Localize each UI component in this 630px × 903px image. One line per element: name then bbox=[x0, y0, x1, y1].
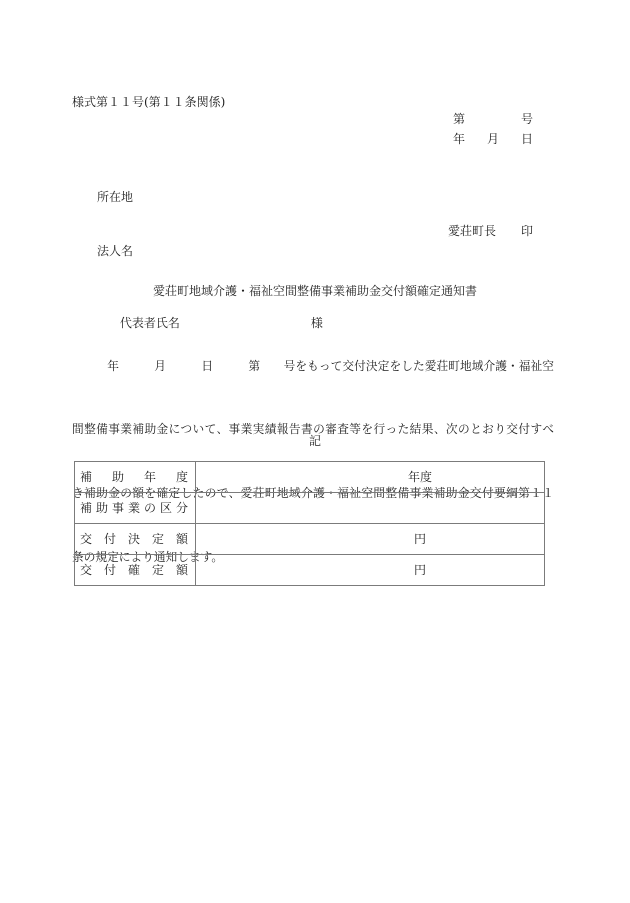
issuer-name: 愛荘町長 bbox=[448, 224, 497, 238]
recipient-address-label: 所在地 bbox=[97, 190, 134, 204]
issuer-seal-mark: 印 bbox=[520, 224, 533, 238]
table-row bbox=[75, 462, 545, 493]
table-row bbox=[75, 524, 545, 555]
issuer-line bbox=[448, 224, 533, 238]
date-line bbox=[453, 132, 533, 146]
row-value-decided-amount: 円 bbox=[196, 524, 545, 555]
notice-table bbox=[74, 461, 545, 586]
recipient-representative-label: 代表者氏名 bbox=[119, 316, 180, 330]
form-number: 様式第１１号(第１１条関係) bbox=[72, 95, 226, 109]
body-line: き補助金の額を確定したので、愛荘町地域介護・福祉空間整備事業補助金交付要綱第１１ bbox=[72, 486, 554, 501]
row-value-project-category bbox=[196, 493, 545, 524]
table-row bbox=[75, 493, 545, 524]
doc-number-prefix: 第 bbox=[453, 112, 466, 126]
date-year-label: 年 bbox=[453, 132, 466, 146]
doc-number-line bbox=[453, 112, 533, 126]
row-label-project-category: 補助事業の区分 bbox=[75, 493, 196, 524]
recipient-honorific: 様 bbox=[310, 316, 323, 330]
body-line: 条の規定により通知します。 bbox=[72, 550, 224, 565]
table-row bbox=[75, 555, 545, 586]
body-line: 年 月 日 第 号をもって交付決定をした愛荘町地域介護・福祉空 bbox=[72, 358, 554, 373]
doc-number-suffix: 号 bbox=[520, 112, 533, 126]
document-title: 愛荘町地域介護・福祉空間整備事業補助金交付額確定通知書 bbox=[152, 284, 477, 298]
row-label-decided-amount: 交付決定額 bbox=[75, 524, 196, 555]
row-label-fiscal-year: 補助年度 bbox=[75, 462, 196, 493]
record-heading: 記 bbox=[308, 434, 321, 448]
date-month-label: 月 bbox=[486, 132, 499, 146]
date-day-label: 日 bbox=[520, 132, 533, 146]
row-value-confirmed-amount: 円 bbox=[196, 555, 545, 586]
body-line: 間整備事業補助金について、事業実績報告書の審査等を行った結果、次のとおり交付すべ bbox=[72, 422, 554, 437]
recipient-corporation-label: 法人名 bbox=[97, 244, 134, 258]
row-value-fiscal-year: 年度 bbox=[196, 462, 545, 493]
row-label-confirmed-amount: 交付確定額 bbox=[75, 555, 196, 586]
